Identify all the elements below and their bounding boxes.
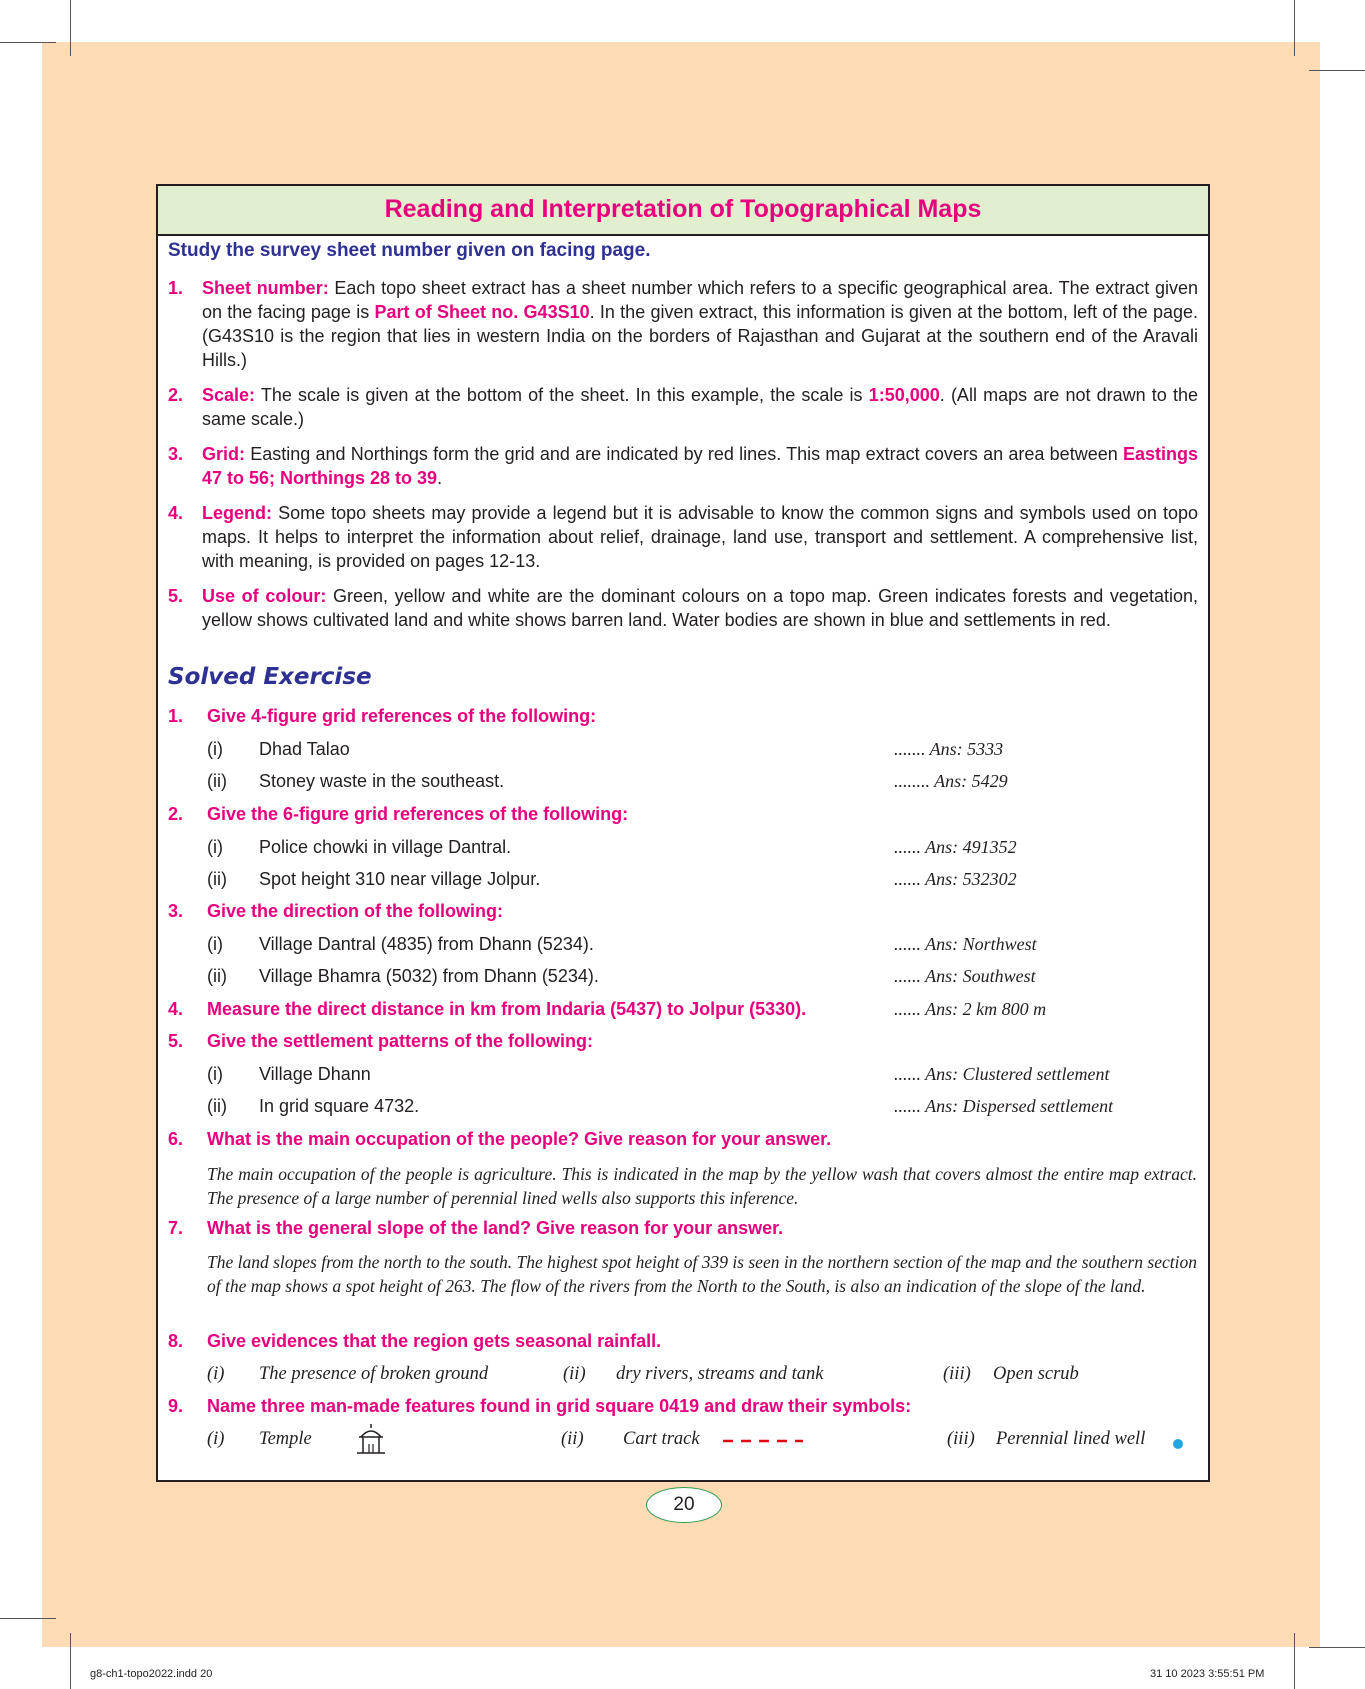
slug-date: 31 10 2023 3:55:51 PM bbox=[1150, 1668, 1265, 1680]
answer-item: Cart track bbox=[623, 1429, 700, 1449]
answer-item: (i) bbox=[207, 1429, 225, 1449]
crop-mark bbox=[70, 1633, 71, 1689]
page-number: 20 bbox=[646, 1487, 722, 1523]
crop-mark bbox=[1294, 0, 1295, 56]
answer-item: (i) bbox=[207, 1364, 225, 1384]
answer: ....... Ans: 5333 bbox=[894, 739, 1004, 759]
perennial-lined-well-icon bbox=[1172, 1438, 1184, 1450]
point-3: 3. Grid: Easting and Northings form the grid and are indicated by red lines. This map extract covers an area between Eastings 47 to 56; Northings 28 to 39. bbox=[168, 444, 1198, 488]
point-2: 2. Scale: The scale is given at the bottom of the sheet. In this example, the scale is 1:50,000. (All maps are not drawn to the same scale.) bbox=[168, 385, 1198, 429]
answer: ...... Ans: 491352 bbox=[894, 837, 1017, 857]
answer: ...... Ans: Northwest bbox=[894, 934, 1037, 954]
answer: ...... Ans: Dispersed settlement bbox=[894, 1096, 1114, 1116]
slug-filename: g8-ch1-topo2022.indd 20 bbox=[90, 1668, 213, 1680]
answer-item: (ii) bbox=[563, 1364, 586, 1384]
solved-exercise-heading: Solved Exercise bbox=[168, 664, 372, 690]
temple-icon bbox=[354, 1422, 388, 1456]
answer: ...... Ans: Southwest bbox=[894, 966, 1036, 986]
answer-item: Perennial lined well bbox=[996, 1429, 1146, 1449]
answer-paragraph: The land slopes from the north to the south. The highest spot height of 339 is seen in the northern section of the map and the southern section of the map shows a spot height of 263. The flow of the rivers from the North to the South, is also an indication of the slope of the land. bbox=[207, 1252, 1197, 1296]
cart-track-icon bbox=[723, 1438, 803, 1444]
crop-mark bbox=[1294, 1633, 1295, 1689]
answer-item: The presence of broken ground bbox=[259, 1364, 489, 1384]
intro-text: Study the survey sheet number given on facing page. bbox=[168, 240, 651, 261]
point-1: 1. Sheet number: Each topo sheet extract has a sheet number which refers to a specific geographical area. The extract given on the facing page is Part of Sheet no. G43S10. In the given extract, this information is given at the bottom, left of the page. (G43S10 is the region that lies in western India on the borders of Rajasthan and Gujarat at the southern end of the Aravali Hills.) bbox=[168, 278, 1198, 370]
crop-mark bbox=[0, 1618, 56, 1619]
crop-mark bbox=[0, 42, 56, 43]
point-4: 4. Legend: Some topo sheets may provide a legend but it is advisable to know the common signs and symbols used on topo maps. It helps to interpret the information about relief, drainage, land use, transport and settlement. A comprehensive list, with meaning, is provided on pages 12-13. bbox=[168, 503, 1198, 571]
page-title: Reading and Interpretation of Topographical Maps bbox=[158, 186, 1208, 236]
answer-item: Temple bbox=[259, 1429, 312, 1449]
answer: ........ Ans: 5429 bbox=[894, 771, 1008, 791]
answer-item: dry rivers, streams and tank bbox=[616, 1364, 824, 1384]
answer-item: (iii) bbox=[947, 1429, 975, 1449]
crop-mark bbox=[1309, 70, 1365, 71]
answer-item: Open scrub bbox=[993, 1364, 1079, 1384]
answer-item: (iii) bbox=[943, 1364, 971, 1384]
point-5: 5. Use of colour: Green, yellow and white are the dominant colours on a topo map. Green indicates forests and vegetation, yellow shows cultivated land and white shows barren land. Water bodies are shown in blue and settlements in red. bbox=[168, 586, 1198, 630]
answer: ...... Ans: Clustered settlement bbox=[894, 1064, 1110, 1084]
crop-mark bbox=[70, 0, 71, 56]
answer: ...... Ans: 2 km 800 m bbox=[894, 999, 1047, 1019]
content-panel: Reading and Interpretation of Topographical Maps Study the survey sheet number given on facing page. 1. Sheet number: Each topo sheet extract has a sheet number which refers to a specific geographical area. The extract given on the facing page is Part of Sheet no. G43S10. In the given extract, this information is given at the bottom, left of the page. (G43S10 is the region that lies in western India on the borders of Rajasthan and Gujarat at the southern end of the Aravali Hills.) 2. Scale: The scale is given at the bottom of the sheet. In this example, the scale is 1:50,000. (All maps are not drawn to the same scale.) 3. Grid: Easting and Northings form the grid and are indicated by red lines. This map extract covers an area between Eastings 47 to 56; Northings 28 to 39. 4. Legend: Some topo sheets may provide a legend but it is advisable to know the common signs and symbols used on topo maps. It helps to interpret the information about relief, drainage, land use, transport and settlement. A comprehensive list, with meaning, is provided on pages 12-13. 5. Use of colour: Green, yellow and white are the dominant colours on a topo map. Green indicates forests and vegetation, yellow shows cultivated land and white shows barren land. Water bodies are shown in blue and settlements in red. Solved Exercise 1. Give 4-figure grid references of the following: (i) Dhad Talao ....... Ans: 5333 (ii) Stoney waste in the southeast. ........ Ans: 5429 2. Give the 6-figure grid references of the following: (i) Police chowki in village Dantral. ...... Ans: 491352 (ii) Spot height 310 near village Jolpur. ...... Ans: 532302 3. Give the direction of the following: (i) Village Dantral (4835) from Dhann (5234). ...... Ans: Northwest (ii) Village Bhamra (5032) from Dhann (5234). ...... Ans: Southwest 4. Measure the direct distance in km from Indaria (5437) to Jolpur (5330). ...... Ans: 2 km 800 m 5. Give the settlement patterns of the following: (i) Village Dhann ...... Ans: Clustered settlement (ii) In grid square 4732. ...... Ans: Dispersed settlement 6. What is the main occupation of the people? Give reason for your answer. The main occupation of the people is agriculture. This is indicated in the map by the yellow wash that covers almost the entire map extract. The presence of a large number of perennial lined wells also supports this inference. 7. What is the general slope of the land? Give reason for your answer. The land slopes from the north to the south. The highest spot height of 339 is seen in the northern section of the map and the southern section of the map shows a spot height of 263. The flow of the rivers from the North to the South, is also an indication of the slope of the land. 8. Give evidences that the region gets seasonal rainfall. (i) The presence of broken ground (ii) dry rivers, streams and tank (iii) Open scrub 9. Name three man-made features found in grid square 0419 and draw their symbols: (i) Temple (ii) Cart track (iii) Perennial lined well bbox=[156, 184, 1210, 1482]
answer-paragraph: The main occupation of the people is agriculture. This is indicated in the map by the yellow wash that covers almost the entire map extract. The presence of a large number of perennial lined wells also supports this inference. bbox=[207, 1164, 1197, 1208]
answer: ...... Ans: 532302 bbox=[894, 869, 1017, 889]
crop-mark bbox=[1309, 1647, 1365, 1648]
answer-item: (ii) bbox=[561, 1429, 584, 1449]
